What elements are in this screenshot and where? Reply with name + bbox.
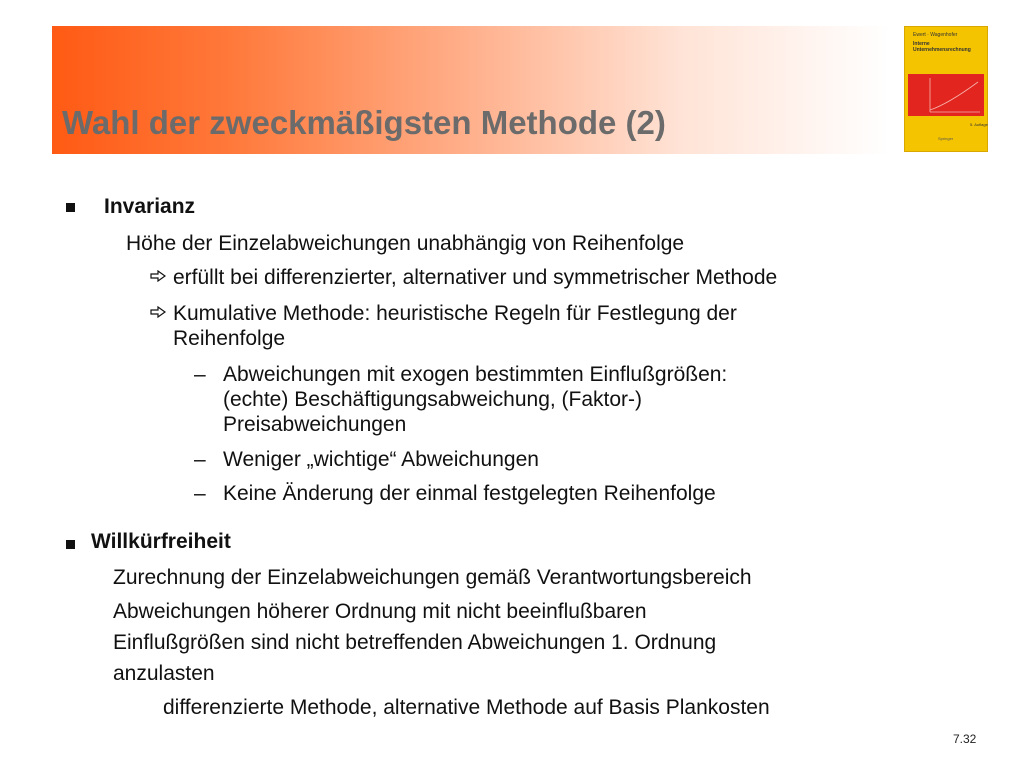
dash-bullet: –: [194, 363, 206, 386]
slide-title: Wahl der zweckmäßigsten Methode (2): [62, 104, 666, 141]
bullet-square-icon: [66, 540, 75, 549]
book-cover-image: [904, 26, 988, 152]
book-graph-icon: [908, 74, 984, 116]
hollow-arrow-icon: [150, 270, 166, 282]
dash-bullet: –: [194, 482, 206, 505]
hollow-arrow-icon: [150, 306, 166, 318]
book-title: [913, 41, 971, 53]
body-line: erfüllt bei differenzierter, alternativer und symmetrischer Methode: [173, 266, 778, 289]
body-line: Einflußgrößen sind nicht betreffenden Abweichungen 1. Ordnung: [113, 631, 717, 654]
body-line: Abweichungen mit exogen bestimmten Einflußgrößen:: [223, 363, 728, 386]
body-line: Zurechnung der Einzelabweichungen gemäß Verantwortungsbereich: [113, 566, 752, 589]
book-title-line1: Interne: [913, 41, 930, 47]
book-red-panel: [908, 74, 984, 116]
section-heading-invarianz: Invarianz: [104, 195, 196, 218]
body-line: Abweichungen höherer Ordnung mit nicht beeinflußbaren: [113, 600, 647, 623]
section-heading-willkuerfreiheit: Willkürfreiheit: [91, 530, 231, 553]
body-line: Reihenfolge: [173, 327, 286, 350]
book-edition: 5. Auflage: [970, 122, 988, 127]
body-line: anzulasten: [113, 662, 215, 685]
body-line: differenzierte Methode, alternative Methode auf Basis Plankosten: [163, 696, 770, 719]
book-publisher: Springer: [938, 136, 954, 141]
body-line: Preisabweichungen: [223, 413, 407, 436]
body-line: Kumulative Methode: heuristische Regeln für Festlegung der: [173, 302, 737, 325]
page-number: 7.32: [953, 732, 977, 746]
dash-bullet: –: [194, 448, 206, 471]
body-line: Keine Änderung der einmal festgelegten Reihenfolge: [223, 482, 716, 505]
body-line: Höhe der Einzelabweichungen unabhängig von Reihenfolge: [126, 232, 685, 255]
bullet-square-icon: [66, 203, 75, 212]
body-line: (echte) Beschäftigungsabweichung, (Faktor-): [223, 388, 643, 411]
book-title-line2: Unternehmensrechnung: [913, 47, 971, 53]
body-line: Weniger „wichtige“ Abweichungen: [223, 448, 539, 471]
book-authors: Ewert · Wagenhofer: [913, 32, 958, 38]
